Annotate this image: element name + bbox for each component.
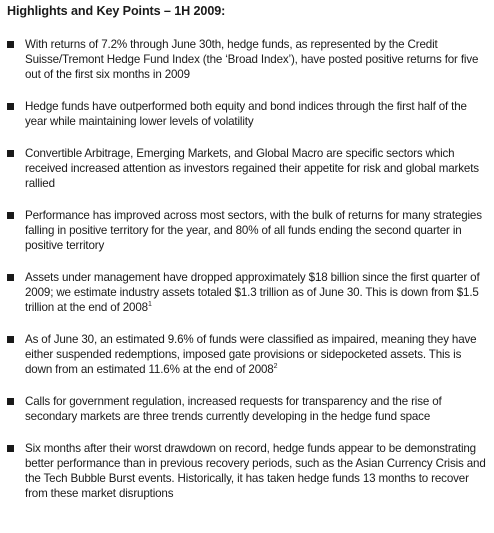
key-point-text: As of June 30, an estimated 9.6% of funds were classified as impaired, meaning they have either suspended redemptions, imposed gate provisions or sidepocketed assets. This is down from an estimated 11.6% at the end of 2008	[25, 333, 477, 376]
square-bullet-icon	[7, 212, 14, 219]
key-point-1	[7, 37, 488, 82]
footnote-ref: 1	[147, 301, 152, 309]
square-bullet-icon	[7, 445, 14, 452]
key-point-6	[7, 332, 488, 377]
key-point-3	[7, 146, 488, 191]
key-point-5	[7, 270, 488, 315]
key-point-4	[7, 208, 488, 253]
key-point-text: Hedge funds have outperformed both equity and bond indices through the first half of the year while maintaining lower levels of volatility	[25, 100, 467, 128]
key-point-text: Assets under management have dropped approximately $18 billion since the first quarter of 2009; we estimate industry assets totaled $1.3 trillion as of June 30. This is down from $1.5 trillion at the end of 2008	[25, 271, 480, 314]
square-bullet-icon	[7, 41, 14, 48]
footnote-ref: 2	[273, 363, 278, 371]
key-point-text: Performance has improved across most sectors, with the bulk of returns for many strategies falling in positive territory for the year, and 80% of all funds ending the second quarter in positive territory	[25, 209, 482, 252]
key-point-text: With returns of 7.2% through June 30th, hedge funds, as represented by the Credit Suisse/Tremont Hedge Fund Index (the ‘Broad Index’), have posted positive returns for five out of the first six months in 2009	[25, 38, 479, 81]
square-bullet-icon	[7, 274, 14, 281]
key-point-2	[7, 99, 488, 129]
key-points-list	[7, 37, 488, 501]
key-point-7	[7, 394, 488, 424]
square-bullet-icon	[7, 150, 14, 157]
square-bullet-icon	[7, 103, 14, 110]
square-bullet-icon	[7, 398, 14, 405]
key-point-text: Six months after their worst drawdown on record, hedge funds appear to be demonstrating better performance than in previous recovery periods, such as the Asian Currency Crisis and the Tech Bubble Burst events. Historically, it has taken hedge funds 13 months to recover from these market disruptions	[25, 442, 486, 500]
key-point-text: Convertible Arbitrage, Emerging Markets, and Global Macro are specific sectors which received increased attention as investors regained their appetite for risk and global markets rallied	[25, 147, 479, 190]
key-point-text: Calls for government regulation, increased requests for transparency and the rise of secondary markets are three trends currently developing in the hedge fund space	[25, 395, 442, 423]
key-point-8	[7, 441, 488, 501]
section-heading: Highlights and Key Points – 1H 2009:	[7, 4, 226, 18]
square-bullet-icon	[7, 336, 14, 343]
